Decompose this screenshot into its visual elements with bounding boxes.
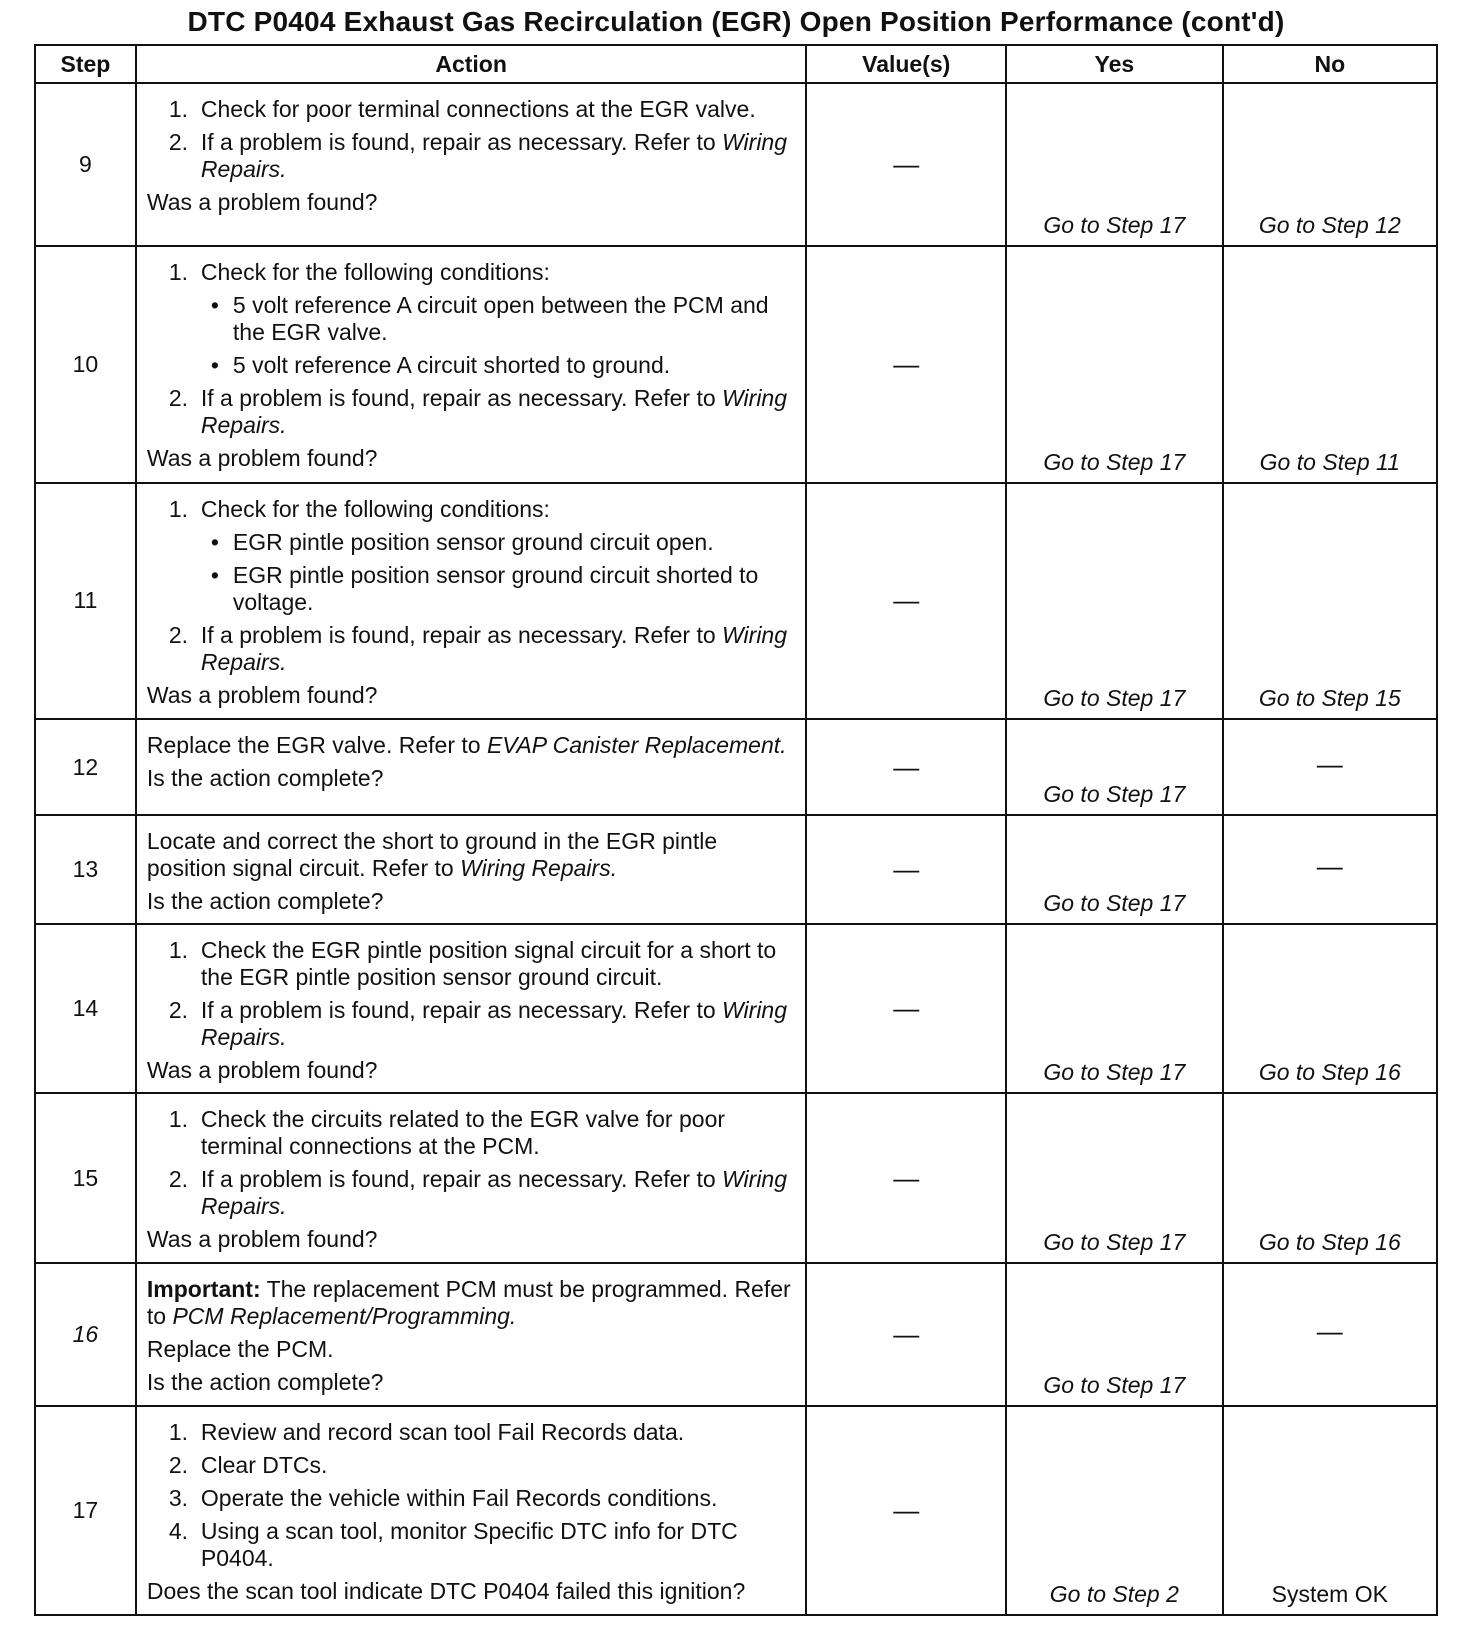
step-number: 11 [35, 483, 136, 720]
item-number: 1. [168, 96, 189, 122]
bullet-item [201, 529, 798, 556]
table-row [35, 815, 1437, 924]
value-cell: — [806, 83, 1006, 246]
item-text: If a problem is found, repair as necessary. Refer to [200, 1166, 716, 1193]
action-text: Replace the PCM. [146, 1336, 334, 1363]
text-part: Locate and correct the short to ground in the EGR pintle position signal circuit. Refer to [146, 827, 718, 881]
item-text: If a problem is found, repair as necessary. Refer to [200, 621, 716, 648]
item-text: Review and record scan tool Fail Records data. [200, 1418, 685, 1445]
bullet-text: EGR pintle position sensor ground circuit open. [232, 528, 714, 555]
step-number: 14 [35, 924, 136, 1094]
bullet-item [201, 292, 798, 346]
header-values: Value(s) [806, 45, 1006, 83]
item-number: 1. [168, 1418, 189, 1445]
table-row [35, 83, 1437, 246]
action-item [169, 129, 798, 183]
no-cell: — [1223, 719, 1437, 815]
header-yes: Yes [1006, 45, 1223, 83]
value-cell: — [806, 1406, 1006, 1615]
question-text: Does the scan tool indicate DTC P0404 failed this ignition? [146, 1577, 746, 1604]
value-cell: — [806, 815, 1006, 924]
item-number: 2. [168, 1451, 189, 1478]
item-number: 1. [168, 936, 189, 963]
action-item [169, 1419, 798, 1446]
reference-link: Wiring Repairs. [200, 129, 788, 182]
action-item [169, 1485, 798, 1512]
item-number: 2. [168, 384, 189, 411]
important-label: Important: [146, 1276, 261, 1303]
important-note [147, 1276, 798, 1330]
no-cell: System OK [1223, 1406, 1437, 1615]
bullet-item [201, 352, 798, 379]
item-number: 1. [168, 1106, 189, 1133]
item-text: Check for poor terminal connections at the EGR valve. [200, 96, 756, 122]
reference-link: Wiring Repairs. [200, 996, 788, 1050]
item-number: 2. [168, 129, 189, 155]
header-action: Action [136, 45, 807, 83]
action-cell [136, 1406, 807, 1615]
action-item [169, 385, 798, 439]
item-text: Check for the following conditions: [200, 258, 550, 285]
header-row [35, 45, 1437, 83]
table-row [35, 483, 1437, 720]
bullet-text: 5 volt reference A circuit shorted to ground. [232, 351, 671, 378]
bullet-icon: • [210, 528, 219, 555]
action-item [169, 1452, 798, 1479]
no-cell: Go to Step 11 [1223, 246, 1437, 483]
step-number: 12 [35, 719, 136, 815]
action-cell [136, 1263, 807, 1405]
item-number: 4. [168, 1517, 189, 1544]
value-cell: — [806, 1263, 1006, 1405]
action-cell [136, 246, 807, 483]
header-step: Step [35, 45, 136, 83]
page-title: DTC P0404 Exhaust Gas Recirculation (EGR) Open Position Performance (cont'd) [187, 6, 1285, 37]
yes-cell: Go to Step 17 [1006, 719, 1223, 815]
action-text [147, 828, 798, 882]
action-item [169, 496, 798, 616]
yes-cell: Go to Step 2 [1006, 1406, 1223, 1615]
action-item [169, 622, 798, 676]
question-text: Is the action complete? [146, 1369, 384, 1396]
item-number: 2. [168, 996, 189, 1023]
reference-link: PCM Replacement/Programming. [172, 1303, 517, 1330]
bullet-icon: • [210, 351, 219, 378]
item-text: Check for the following conditions: [200, 495, 550, 522]
diagnostic-table [34, 44, 1438, 1616]
yes-cell: Go to Step 17 [1006, 83, 1223, 246]
table-row [35, 924, 1437, 1094]
no-cell: — [1223, 1263, 1437, 1405]
reference-link: Wiring Repairs. [200, 621, 788, 675]
yes-cell: Go to Step 17 [1006, 924, 1223, 1094]
step-number: 17 [35, 1406, 136, 1615]
action-item [169, 1106, 798, 1160]
question-text: Was a problem found? [146, 681, 378, 708]
action-cell [136, 483, 807, 720]
table-row [35, 1406, 1437, 1615]
item-text: Check the circuits related to the EGR valve for poor terminal connections at the PCM. [200, 1106, 726, 1160]
no-cell: Go to Step 16 [1223, 924, 1437, 1094]
item-text: Using a scan tool, monitor Specific DTC info for DTC P0404. [200, 1517, 738, 1571]
no-cell: Go to Step 15 [1223, 483, 1437, 720]
value-cell: — [806, 1093, 1006, 1263]
value-cell: — [806, 246, 1006, 483]
yes-cell: Go to Step 17 [1006, 1093, 1223, 1263]
bullet-icon: • [210, 291, 219, 318]
item-text: Clear DTCs. [200, 1451, 328, 1478]
step-number: 10 [35, 246, 136, 483]
action-item [169, 937, 798, 991]
action-cell [136, 815, 807, 924]
header-no: No [1223, 45, 1437, 83]
reference-link: Wiring Repairs. [200, 1166, 788, 1220]
step-number: 15 [35, 1093, 136, 1263]
value-cell: — [806, 483, 1006, 720]
item-text: Operate the vehicle within Fail Records conditions. [200, 1484, 718, 1511]
yes-cell: Go to Step 17 [1006, 815, 1223, 924]
action-item [169, 259, 798, 379]
item-text: If a problem is found, repair as necessary. Refer to [200, 129, 716, 155]
question-text: Was a problem found? [146, 189, 378, 215]
action-cell [136, 719, 807, 815]
question-text: Was a problem found? [146, 444, 378, 471]
item-number: 1. [168, 258, 189, 285]
table-row [35, 1263, 1437, 1405]
item-number: 1. [168, 495, 189, 522]
table-row [35, 246, 1437, 483]
step-number: 13 [35, 815, 136, 924]
action-text [147, 732, 798, 759]
bullet-item [201, 562, 798, 616]
no-cell: Go to Step 12 [1223, 83, 1437, 246]
bullet-text: EGR pintle position sensor ground circuit shorted to voltage. [232, 561, 759, 615]
reference-link: Wiring Repairs. [460, 854, 618, 881]
bullet-icon: • [210, 561, 219, 588]
step-number: 16 [35, 1263, 136, 1405]
yes-cell: Go to Step 17 [1006, 483, 1223, 720]
question-text: Was a problem found? [146, 1056, 378, 1083]
step-number: 9 [35, 83, 136, 246]
text-part: Replace the EGR valve. Refer to [146, 732, 481, 759]
action-item [169, 96, 798, 123]
table-row [35, 719, 1437, 815]
item-number: 3. [168, 1484, 189, 1511]
question-text: Is the action complete? [146, 765, 384, 792]
item-number: 2. [168, 621, 189, 648]
value-cell: — [806, 924, 1006, 1094]
yes-cell: Go to Step 17 [1006, 1263, 1223, 1405]
yes-cell: Go to Step 17 [1006, 246, 1223, 483]
action-cell [136, 924, 807, 1094]
action-cell [136, 83, 807, 246]
question-text: Is the action complete? [146, 887, 384, 914]
important-text: The replacement PCM must be programmed. Refer to [146, 1276, 791, 1330]
item-text: If a problem is found, repair as necessary. Refer to [200, 996, 716, 1023]
item-text: If a problem is found, repair as necessary. Refer to [200, 384, 716, 411]
question-text: Was a problem found? [146, 1226, 378, 1253]
action-item [169, 997, 798, 1051]
reference-link: EVAP Canister Replacement. [486, 732, 787, 759]
item-text: Check the EGR pintle position signal circuit for a short to the EGR pintle position sensor ground circuit. [200, 936, 777, 990]
action-cell [136, 1093, 807, 1263]
value-cell: — [806, 719, 1006, 815]
action-item [169, 1166, 798, 1220]
no-cell: — [1223, 815, 1437, 924]
no-cell: Go to Step 16 [1223, 1093, 1437, 1263]
table-row [35, 1093, 1437, 1263]
action-item [169, 1518, 798, 1572]
bullet-text: 5 volt reference A circuit open between the PCM and the EGR valve. [232, 291, 769, 345]
reference-link: Wiring Repairs. [200, 384, 788, 438]
item-number: 2. [168, 1166, 189, 1193]
